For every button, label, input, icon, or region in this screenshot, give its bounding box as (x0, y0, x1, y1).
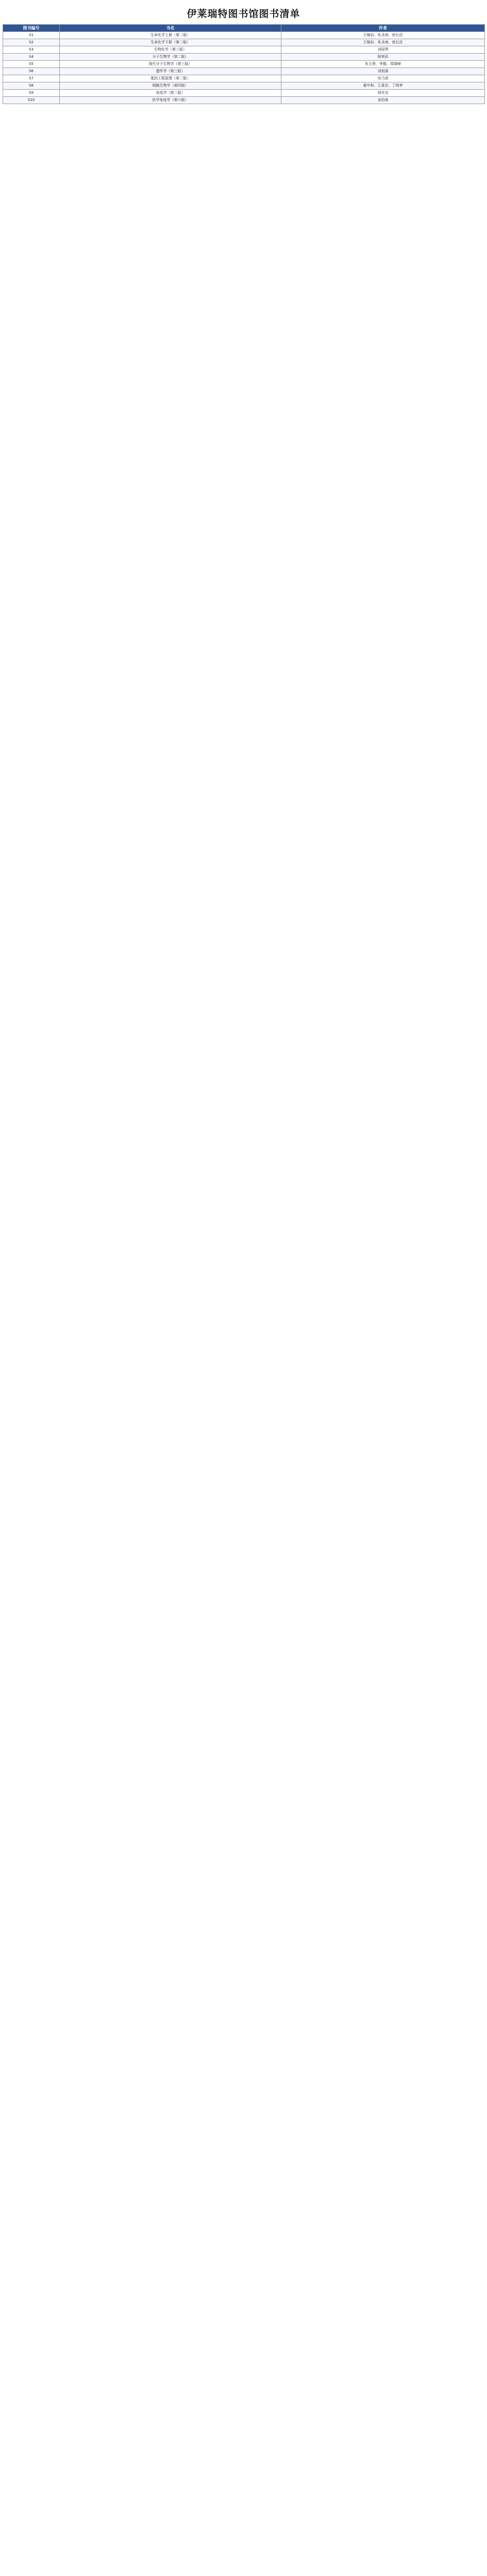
column-header-author: 作者 (281, 25, 485, 32)
book-author-cell: 金伯泉 (281, 97, 485, 104)
table-row (3, 46, 485, 54)
book-id-cell: S7 (3, 75, 60, 82)
book-author-cell: 吴乃虎 (281, 75, 485, 82)
book-title-cell: 分子生物学（第二版） (60, 54, 281, 61)
book-author-cell: 杨荣武 (281, 54, 485, 61)
book-id-cell: S5 (3, 61, 60, 68)
column-header-id: 图书编号 (3, 25, 60, 32)
table-header-row (3, 25, 485, 32)
book-id-cell: S10 (3, 97, 60, 104)
book-id-cell: S6 (3, 68, 60, 75)
table-row (3, 54, 485, 61)
book-id-cell: S4 (3, 54, 60, 61)
book-title-cell: 遗传学（第三版） (60, 68, 281, 75)
book-title-cell: 基因工程原理（第二版） (60, 75, 281, 82)
table-row (3, 61, 485, 68)
book-title-cell: 免疫学（第二版） (60, 90, 281, 97)
book-author-cell: 朱玉贤、李毅、郑晓峰 (281, 61, 485, 68)
book-title-cell: 现代分子生物学（第三版） (60, 61, 281, 68)
book-id-cell: S3 (3, 46, 60, 54)
document-title: 伊莱瑞特图书馆图书清单 (187, 8, 300, 20)
book-title-cell: 生命化学上册（第二版） (60, 32, 281, 39)
book-id-cell: S8 (3, 82, 60, 90)
table-row (3, 97, 485, 104)
book-author-cell: 刘国琴 (281, 46, 485, 54)
book-author-cell: 周光炎 (281, 90, 485, 97)
book-table (3, 24, 485, 104)
table-row (3, 75, 485, 82)
book-author-cell: 翟中和、王喜忠、丁明孝 (281, 82, 485, 90)
book-author-cell: 刘祖洞 (281, 68, 485, 75)
book-title-cell: 细胞生物学（第四版） (60, 82, 281, 90)
book-id-cell: S9 (3, 90, 60, 97)
book-author-cell: 王镜岩、朱圣庚、徐长法 (281, 39, 485, 46)
book-id-cell: S2 (3, 39, 60, 46)
book-title-cell: 医学免疫学（第六版） (60, 97, 281, 104)
book-title-cell: 生物化学（第三版） (60, 46, 281, 54)
table-row (3, 82, 485, 90)
book-id-cell: S1 (3, 32, 60, 39)
table-row (3, 68, 485, 75)
book-author-cell: 王镜岩、朱圣庚、徐长法 (281, 32, 485, 39)
book-title-cell: 生命化学下册（第二版） (60, 39, 281, 46)
table-row (3, 32, 485, 39)
table-row (3, 90, 485, 97)
column-header-title: 书名 (60, 25, 281, 32)
table-row (3, 39, 485, 46)
